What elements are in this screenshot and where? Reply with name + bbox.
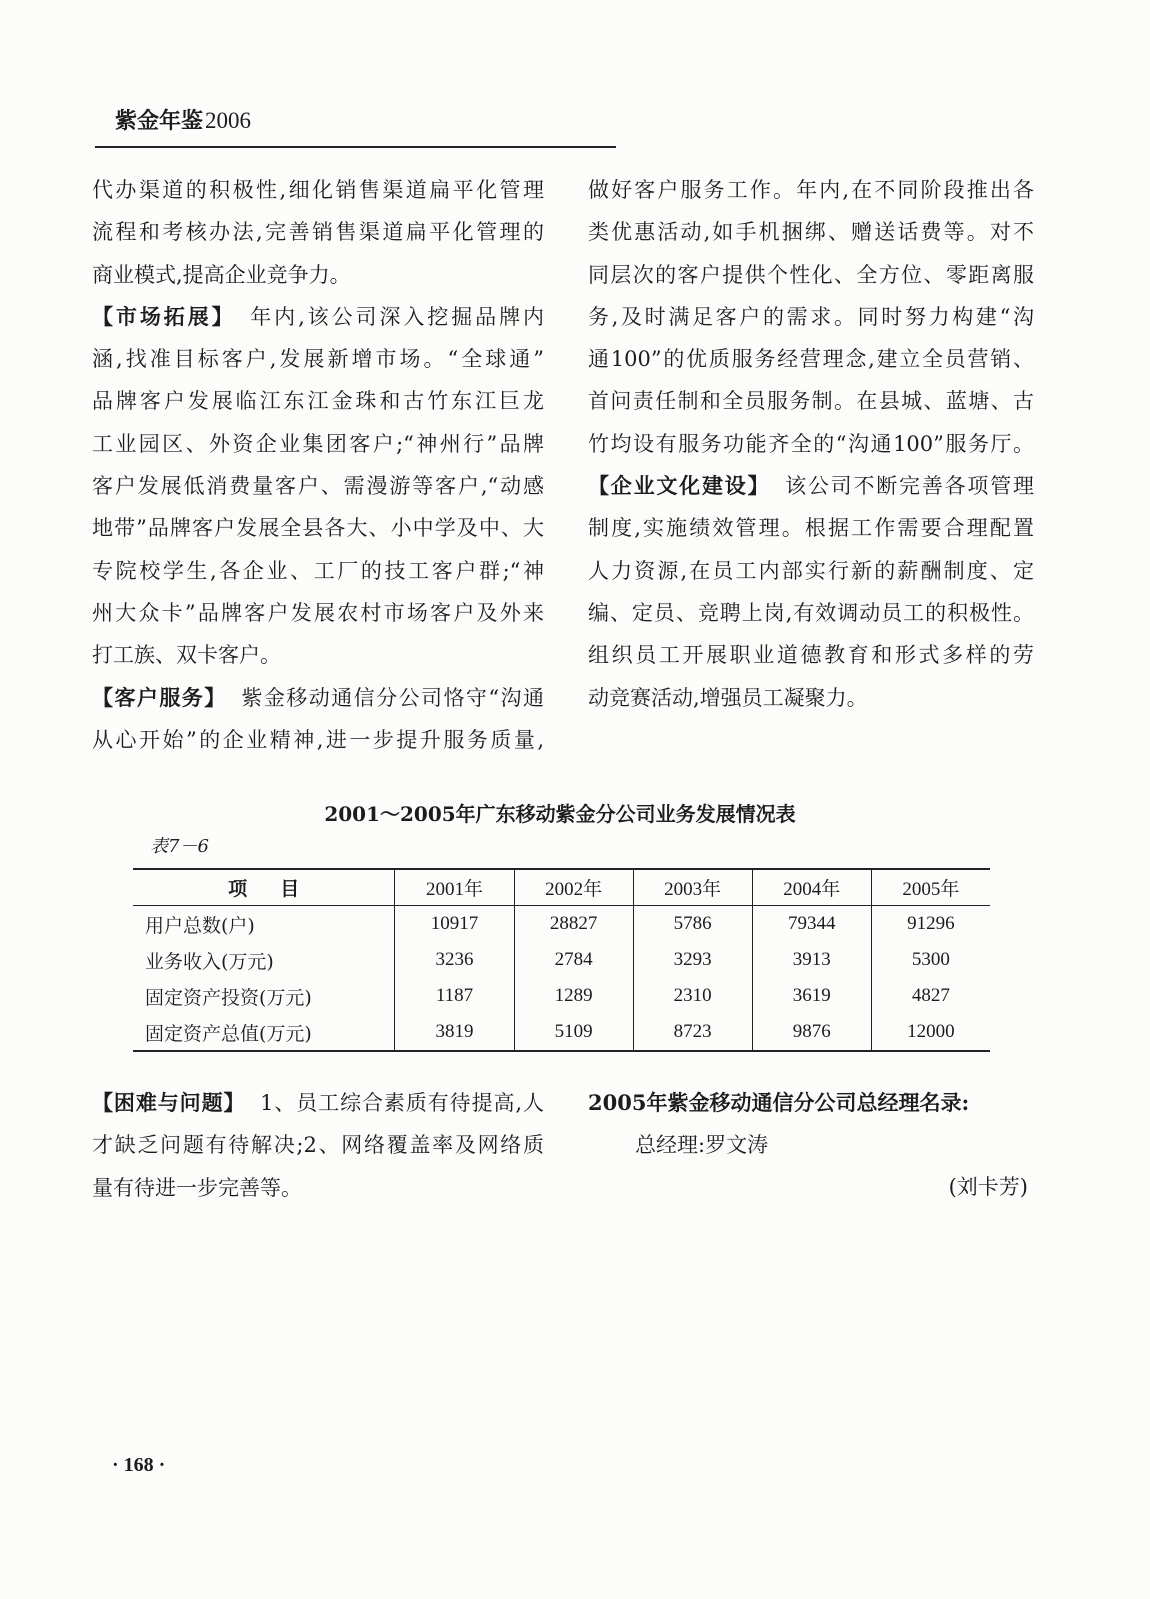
table-cell: 4827 [871,978,990,1014]
table-number: 表7－6 [150,836,209,857]
section-heading-culture: 【企业文化建设】 [588,474,771,499]
table-cell: 1289 [514,978,633,1014]
text-line [92,1082,544,1124]
text-line: 商业模式,提高企业竞争力。 [92,262,351,287]
text-line: 州大众卡”品牌客户发展农村市场客户及外来 [92,600,544,625]
table-row [133,978,990,1014]
table-cell: 3293 [633,942,752,978]
text-line: 人力资源,在员工内部实行新的薪酬制度、定 [588,558,1034,583]
table-cell: 3619 [752,978,871,1014]
table-cell: 12000 [871,1014,990,1051]
text-line: 地带”品牌客户发展全县各大、小中学及中、大 [92,516,544,541]
table-cell: 1187 [395,978,514,1014]
text-line: 制度,实施绩效管理。根据工作需要合理配置 [588,516,1034,541]
table-cell: 5300 [871,942,990,978]
text-line: 首问责任制和全员服务制。在县城、蓝塘、古 [588,389,1034,414]
text-line-content: 1、员工综合素质有待提高,人 [260,1091,545,1115]
yearbook-year: 2006 [205,108,252,133]
column-header-year: 2005年 [871,869,990,906]
table-cell: 3913 [752,942,871,978]
text-line: 做好客户服务工作。年内,在不同阶段推出各 [588,178,1034,202]
left-column [92,169,544,761]
text-line: 客户发展低消费量客户、需漫游等客户,“动感 [92,474,544,499]
table-cell: 3236 [395,942,514,978]
row-label: 业务收入(万元) [145,950,274,973]
row-label: 固定资产投资(万元) [145,986,312,1009]
text-line [92,296,544,338]
table-row [133,1014,990,1051]
text-line: 编、定员、竞聘上岗,有效调动员工的积极性。 [588,600,1034,625]
table-cell: 79344 [752,906,871,943]
section-heading-market: 【市场拓展】 [92,304,236,329]
running-header [115,106,251,137]
row-label: 固定资产总值(万元) [145,1022,312,1045]
text-line: 量有待进一步完善等。 [92,1175,302,1200]
column-header-year: 2003年 [633,869,752,906]
table-cell: 5109 [514,1014,633,1051]
table-title: 2001～2005年广东移动紫金分公司业务发展情况表 [324,802,796,826]
text-line: 务,及时满足客户的需求。同时努力构建“沟 [588,304,1034,329]
table-cell: 10917 [395,906,514,943]
text-line-content: 该公司不断完善各项管理 [785,474,1035,499]
column-header-item: 项 目 [228,878,300,900]
managers-list-title: 2005年紫金移动通信分公司总经理名录: [588,1090,970,1115]
text-line: 从心开始”的企业精神,进一步提升服务质量, [92,727,544,752]
text-line: 组织员工开展职业道德教育和形式多样的劳 [588,643,1034,668]
table-cell: 28827 [514,906,633,943]
text-line: 类优惠活动,如手机捆绑、赠送话费等。对不 [588,220,1034,245]
text-line-content: 紫金移动通信分公司恪守“沟通 [241,685,544,710]
problems-section [92,1082,544,1209]
text-line [92,677,544,719]
text-line: 竹均设有服务功能齐全的“沟通100”服务厅。 [588,431,1034,456]
right-column [588,169,1034,719]
text-line: 通100”的优质服务经营理念,建立全员营销、 [588,347,1034,372]
row-label: 用户总数(户) [145,914,255,937]
table-cell: 3819 [395,1014,514,1051]
text-line-content: 年内,该公司深入挖掘品牌内 [250,304,544,329]
table-cell: 9876 [752,1014,871,1051]
page-number: · 168 · [112,1454,166,1476]
text-line: 动竞赛活动,增强员工凝聚力。 [588,685,868,710]
text-line: 品牌客户发展临江东江金珠和古竹东江巨龙 [92,389,544,414]
author-credit: (刘卡芳) [948,1175,1028,1199]
text-line: 打工族、双卡客户。 [92,643,281,668]
text-line: 代办渠道的积极性,细化销售渠道扁平化管理 [92,178,544,202]
table-cell: 8723 [633,1014,752,1051]
table-row [133,906,990,943]
section-heading-service: 【客户服务】 [92,685,227,710]
section-heading-problems: 【困难与问题】 [92,1091,246,1115]
text-line: 涵,找准目标客户,发展新增市场。“全球通” [92,347,544,372]
text-line: 流程和考核办法,完善销售渠道扁平化管理的 [92,220,544,245]
column-header-year: 2001年 [395,869,514,906]
text-line: 同层次的客户提供个性化、全方位、零距离服 [588,262,1034,287]
column-header-year: 2002年 [514,869,633,906]
table-header-row [133,869,990,906]
text-line: 专院校学生,各企业、工厂的技工客户群;“神 [92,558,544,583]
text-line: 工业园区、外资企业集团客户;“神州行”品牌 [92,431,544,456]
column-header-year: 2004年 [752,869,871,906]
text-line [588,465,1034,507]
table-cell: 2784 [514,942,633,978]
text-line: 才缺乏问题有待解决;2、网络覆盖率及网络质 [92,1133,544,1158]
table-cell: 5786 [633,906,752,943]
header-rule [95,146,616,148]
table-cell: 2310 [633,978,752,1014]
business-table [133,868,990,1052]
manager-entry: 总经理:罗文涛 [635,1133,769,1157]
table-cell: 91296 [871,906,990,943]
table-row [133,942,990,978]
yearbook-title: 紫金年鉴 [115,109,204,134]
